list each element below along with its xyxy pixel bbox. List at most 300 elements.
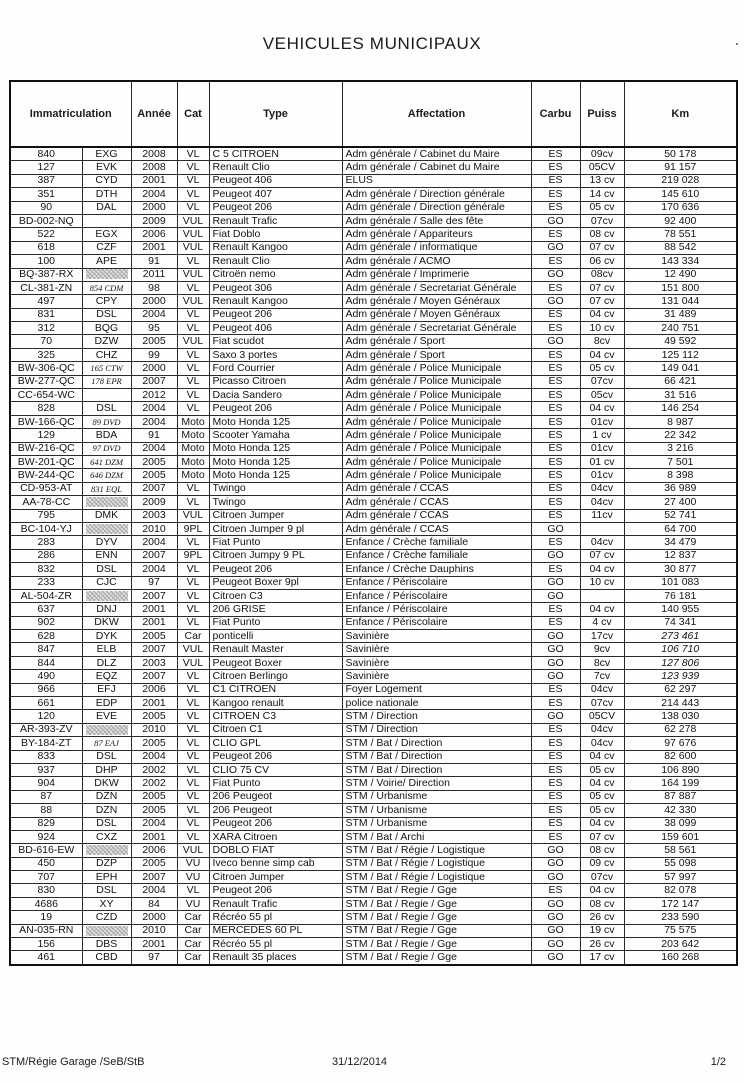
- cell-annee: 2004: [131, 442, 177, 455]
- cell-carbu: ES: [531, 509, 580, 522]
- cell-affectation: STM / Bat / Regie / Gge: [342, 911, 531, 924]
- cell-immat-number: 840: [10, 147, 82, 161]
- cell-affectation: STM / Bat / Direction: [342, 750, 531, 763]
- cell-type: Fiat Punto: [209, 616, 342, 629]
- cell-affectation: Adm générale / Police Municipale: [342, 415, 531, 428]
- cell-carbu: GO: [531, 670, 580, 683]
- cell-type: MERCEDES 60 PL: [209, 924, 342, 937]
- cell-annee: 2002: [131, 777, 177, 790]
- redacted-plate-block: [86, 926, 128, 936]
- cell-type: Renault Clio: [209, 255, 342, 268]
- cell-annee: 2009: [131, 214, 177, 227]
- cell-affectation: Savinière: [342, 670, 531, 683]
- cell-type: Citroen Jumpy 9 PL: [209, 549, 342, 562]
- cell-immat-code: DZP: [82, 857, 131, 870]
- cell-type: Peugeot 206: [209, 563, 342, 576]
- cell-km: 233 590: [624, 911, 737, 924]
- table-row: [10, 228, 737, 241]
- cell-affectation: Adm générale / Moyen Généraux: [342, 295, 531, 308]
- cell-cat: VL: [177, 147, 209, 161]
- cell-km: 7 501: [624, 455, 737, 468]
- cell-carbu: GO: [531, 522, 580, 535]
- cell-cat: Moto: [177, 442, 209, 455]
- table-row: [10, 509, 737, 522]
- cell-cat: VL: [177, 616, 209, 629]
- cell-immat-number: 833: [10, 750, 82, 763]
- cell-cat: VL: [177, 710, 209, 723]
- cell-puiss: 08 cv: [580, 897, 624, 910]
- cell-immat-number: 87: [10, 790, 82, 803]
- cell-immat-code: [82, 589, 131, 602]
- cell-affectation: police nationale: [342, 697, 531, 710]
- cell-immat-number: BD-002-NQ: [10, 214, 82, 227]
- table-row: [10, 589, 737, 602]
- cell-type: Moto Honda 125: [209, 442, 342, 455]
- cell-type: Citroen Jumper: [209, 871, 342, 884]
- cell-cat: VL: [177, 375, 209, 388]
- cell-immat-number: 129: [10, 429, 82, 442]
- cell-type: C1 CITROEN: [209, 683, 342, 696]
- table-row: [10, 402, 737, 415]
- cell-cat: VL: [177, 790, 209, 803]
- table-row: [10, 322, 737, 335]
- cell-annee: 2007: [131, 871, 177, 884]
- cell-immat-number: 283: [10, 536, 82, 549]
- cell-km: 159 601: [624, 830, 737, 843]
- cell-immat-number: BW-201-QC: [10, 455, 82, 468]
- cell-type: Peugeot 206: [209, 817, 342, 830]
- cell-annee: 2005: [131, 804, 177, 817]
- cell-immat-code: [82, 924, 131, 937]
- cell-immat-number: 830: [10, 884, 82, 897]
- cell-km: 38 099: [624, 817, 737, 830]
- cell-annee: 2001: [131, 616, 177, 629]
- cell-carbu: ES: [531, 790, 580, 803]
- table-header-row: [10, 81, 737, 147]
- cell-annee: 2001: [131, 174, 177, 187]
- cell-carbu: GO: [531, 295, 580, 308]
- redacted-plate-block: [86, 725, 128, 735]
- cell-type: Citroen Berlingo: [209, 670, 342, 683]
- cell-immat-code: CXZ: [82, 830, 131, 843]
- cell-type: Récréo 55 pl: [209, 911, 342, 924]
- cell-annee: 2002: [131, 763, 177, 776]
- cell-cat: VL: [177, 536, 209, 549]
- cell-annee: 2000: [131, 911, 177, 924]
- table-row: [10, 951, 737, 965]
- cell-immat-code: [82, 496, 131, 509]
- cell-immat-number: 461: [10, 951, 82, 965]
- cell-annee: 2004: [131, 402, 177, 415]
- cell-affectation: Adm générale / Moyen Généraux: [342, 308, 531, 321]
- cell-km: 34 479: [624, 536, 737, 549]
- cell-immat-number: 312: [10, 322, 82, 335]
- cell-type: Récréo 55 pl: [209, 938, 342, 951]
- cell-puiss: 05CV: [580, 710, 624, 723]
- table-row: [10, 455, 737, 468]
- cell-km: 101 083: [624, 576, 737, 589]
- cell-immat-code: [82, 268, 131, 281]
- cell-affectation: Enfance / Crèche familiale: [342, 549, 531, 562]
- table-row: [10, 496, 737, 509]
- cell-cat: VUL: [177, 656, 209, 669]
- cell-cat: VL: [177, 763, 209, 776]
- cell-annee: 2010: [131, 522, 177, 535]
- scan-speck: [428, 347, 430, 349]
- cell-immat-code: DYV: [82, 536, 131, 549]
- cell-annee: 95: [131, 322, 177, 335]
- cell-type: Renault Kangoo: [209, 295, 342, 308]
- cell-km: 22 342: [624, 429, 737, 442]
- cell-annee: 97: [131, 951, 177, 965]
- cell-immat-number: 831: [10, 308, 82, 321]
- cell-carbu: ES: [531, 697, 580, 710]
- cell-puiss: 04 cv: [580, 348, 624, 361]
- cell-carbu: ES: [531, 147, 580, 161]
- cell-puiss: [580, 589, 624, 602]
- cell-puiss: 04 cv: [580, 750, 624, 763]
- cell-cat: Moto: [177, 455, 209, 468]
- cell-cat: VL: [177, 589, 209, 602]
- cell-cat: VL: [177, 308, 209, 321]
- cell-immat-number: BD-616-EW: [10, 844, 82, 857]
- cell-affectation: STM / Urbanisme: [342, 790, 531, 803]
- cell-puiss: 04cv: [580, 723, 624, 736]
- cell-type: Renault Trafic: [209, 214, 342, 227]
- cell-cat: VL: [177, 496, 209, 509]
- table-row: [10, 295, 737, 308]
- cell-immat-code: EXG: [82, 147, 131, 161]
- cell-immat-code: [82, 844, 131, 857]
- cell-puiss: 07cv: [580, 871, 624, 884]
- cell-annee: 98: [131, 281, 177, 294]
- cell-puiss: 1 cv: [580, 429, 624, 442]
- table-row: [10, 804, 737, 817]
- cell-type: Twingo: [209, 496, 342, 509]
- cell-immat-number: CC-654-WC: [10, 389, 82, 402]
- cell-km: 49 592: [624, 335, 737, 348]
- cell-annee: 2007: [131, 670, 177, 683]
- cell-km: 273 461: [624, 630, 737, 643]
- cell-affectation: Adm générale / Direction générale: [342, 188, 531, 201]
- cell-carbu: ES: [531, 255, 580, 268]
- table-row: [10, 656, 737, 669]
- header-type: Type: [209, 81, 342, 147]
- cell-cat: Car: [177, 630, 209, 643]
- cell-cat: VL: [177, 804, 209, 817]
- cell-carbu: GO: [531, 897, 580, 910]
- cell-immat-code: 641 DZM: [82, 455, 131, 468]
- cell-immat-code: [82, 723, 131, 736]
- cell-affectation: Adm générale / Secretariat Générale: [342, 281, 531, 294]
- cell-puiss: 04 cv: [580, 817, 624, 830]
- cell-carbu: ES: [531, 308, 580, 321]
- cell-km: 82 600: [624, 750, 737, 763]
- cell-annee: 2005: [131, 737, 177, 750]
- redacted-plate-block: [86, 845, 128, 855]
- cell-cat: VUL: [177, 241, 209, 254]
- cell-type: Fiat scudot: [209, 335, 342, 348]
- cell-annee: 2000: [131, 362, 177, 375]
- cell-puiss: 05cv: [580, 389, 624, 402]
- footer-date: 31/12/2014: [332, 1056, 388, 1068]
- cell-puiss: 17cv: [580, 630, 624, 643]
- cell-affectation: Adm générale / Police Municipale: [342, 389, 531, 402]
- cell-immat-number: 661: [10, 697, 82, 710]
- cell-immat-code: DKW: [82, 616, 131, 629]
- table-row: [10, 469, 737, 482]
- cell-immat-number: 4686: [10, 897, 82, 910]
- cell-km: 12 490: [624, 268, 737, 281]
- cell-immat-code: DSL: [82, 750, 131, 763]
- cell-carbu: ES: [531, 442, 580, 455]
- cell-type: Ford Courrier: [209, 362, 342, 375]
- cell-immat-code: BQG: [82, 322, 131, 335]
- cell-affectation: Adm générale / Cabinet du Maire: [342, 161, 531, 174]
- cell-km: 172 147: [624, 897, 737, 910]
- cell-cat: VL: [177, 603, 209, 616]
- cell-cat: VL: [177, 255, 209, 268]
- cell-immat-code: DMK: [82, 509, 131, 522]
- table-row: [10, 255, 737, 268]
- cell-cat: VUL: [177, 295, 209, 308]
- cell-affectation: Foyer Logement: [342, 683, 531, 696]
- cell-immat-number: 828: [10, 402, 82, 415]
- cell-affectation: Adm générale / Direction générale: [342, 201, 531, 214]
- cell-type: Peugeot 306: [209, 281, 342, 294]
- cell-carbu: ES: [531, 683, 580, 696]
- cell-immat-code: ENN: [82, 549, 131, 562]
- cell-carbu: ES: [531, 348, 580, 361]
- table-row: [10, 188, 737, 201]
- cell-immat-code: DSL: [82, 884, 131, 897]
- cell-cat: Car: [177, 951, 209, 965]
- cell-annee: 2005: [131, 710, 177, 723]
- cell-puiss: 07 cv: [580, 281, 624, 294]
- cell-annee: 2001: [131, 697, 177, 710]
- table-row: [10, 723, 737, 736]
- cell-affectation: STM / Bat / Direction: [342, 763, 531, 776]
- cell-type: Peugeot 206: [209, 402, 342, 415]
- cell-km: 64 700: [624, 522, 737, 535]
- cell-km: 146 254: [624, 402, 737, 415]
- table-row: [10, 871, 737, 884]
- cell-affectation: Enfance / Périscolaire: [342, 603, 531, 616]
- cell-type: Citroen Jumper: [209, 509, 342, 522]
- cell-km: 87 887: [624, 790, 737, 803]
- cell-cat: Car: [177, 924, 209, 937]
- cell-puiss: 08 cv: [580, 228, 624, 241]
- cell-carbu: ES: [531, 362, 580, 375]
- cell-type: Peugeot 206: [209, 750, 342, 763]
- cell-affectation: Savinière: [342, 643, 531, 656]
- cell-cat: VL: [177, 201, 209, 214]
- cell-carbu: ES: [531, 402, 580, 415]
- cell-immat-code: DSL: [82, 308, 131, 321]
- cell-annee: 2001: [131, 241, 177, 254]
- cell-immat-number: 497: [10, 295, 82, 308]
- cell-km: 106 890: [624, 763, 737, 776]
- cell-puiss: 14 cv: [580, 188, 624, 201]
- cell-carbu: ES: [531, 737, 580, 750]
- cell-immat-code: APE: [82, 255, 131, 268]
- cell-immat-number: BW-244-QC: [10, 469, 82, 482]
- cell-affectation: Adm générale / Salle des fête: [342, 214, 531, 227]
- cell-affectation: STM / Bat / Regie / Gge: [342, 938, 531, 951]
- cell-immat-code: DZW: [82, 335, 131, 348]
- cell-affectation: Enfance / Crèche Dauphins: [342, 563, 531, 576]
- cell-puiss: 11cv: [580, 509, 624, 522]
- cell-annee: 2004: [131, 536, 177, 549]
- cell-puiss: 10 cv: [580, 322, 624, 335]
- cell-puiss: 19 cv: [580, 924, 624, 937]
- cell-km: 151 800: [624, 281, 737, 294]
- cell-affectation: Adm générale / Cabinet du Maire: [342, 147, 531, 161]
- cell-immat-number: BW-277-QC: [10, 375, 82, 388]
- cell-immat-code: EVE: [82, 710, 131, 723]
- cell-immat-code: CHZ: [82, 348, 131, 361]
- cell-carbu: ES: [531, 161, 580, 174]
- cell-annee: 2005: [131, 857, 177, 870]
- cell-annee: 2004: [131, 415, 177, 428]
- cell-type: Moto Honda 125: [209, 455, 342, 468]
- cell-km: 55 098: [624, 857, 737, 870]
- cell-carbu: GO: [531, 214, 580, 227]
- cell-km: 131 044: [624, 295, 737, 308]
- cell-type: Fiat Doblo: [209, 228, 342, 241]
- cell-km: 74 341: [624, 616, 737, 629]
- cell-puiss: 07cv: [580, 697, 624, 710]
- table-row: [10, 897, 737, 910]
- cell-km: 82 078: [624, 884, 737, 897]
- cell-annee: 2006: [131, 683, 177, 696]
- cell-cat: VL: [177, 750, 209, 763]
- cell-annee: 2001: [131, 830, 177, 843]
- cell-cat: VL: [177, 389, 209, 402]
- cell-immat-number: AL-504-ZR: [10, 589, 82, 602]
- cell-puiss: 01cv: [580, 442, 624, 455]
- table-row: [10, 576, 737, 589]
- cell-affectation: Adm générale / CCAS: [342, 482, 531, 495]
- table-row: [10, 697, 737, 710]
- cell-type: DOBLO FIAT: [209, 844, 342, 857]
- cell-carbu: ES: [531, 429, 580, 442]
- cell-immat-code: DHP: [82, 763, 131, 776]
- cell-carbu: GO: [531, 871, 580, 884]
- cell-immat-number: CD-953-AT: [10, 482, 82, 495]
- cell-puiss: 26 cv: [580, 911, 624, 924]
- cell-cat: VUL: [177, 643, 209, 656]
- cell-carbu: GO: [531, 844, 580, 857]
- cell-cat: Car: [177, 911, 209, 924]
- cell-puiss: 06 cv: [580, 255, 624, 268]
- cell-puiss: 08cv: [580, 268, 624, 281]
- cell-annee: 2012: [131, 389, 177, 402]
- cell-type: Saxo 3 portes: [209, 348, 342, 361]
- cell-cat: Moto: [177, 415, 209, 428]
- cell-km: 30 877: [624, 563, 737, 576]
- cell-km: 57 997: [624, 871, 737, 884]
- table-row: [10, 710, 737, 723]
- cell-affectation: Adm générale / Police Municipale: [342, 429, 531, 442]
- page-title: VEHICULES MUNICIPAUX: [262, 34, 482, 53]
- cell-type: Moto Honda 125: [209, 415, 342, 428]
- cell-km: 31 516: [624, 389, 737, 402]
- cell-affectation: STM / Voirie/ Direction: [342, 777, 531, 790]
- redacted-plate-block: [86, 591, 128, 601]
- cell-immat-code: [82, 522, 131, 535]
- cell-immat-number: 902: [10, 616, 82, 629]
- cell-annee: 2007: [131, 549, 177, 562]
- cell-type: Fiat Punto: [209, 777, 342, 790]
- cell-immat-code: DSL: [82, 563, 131, 576]
- cell-puiss: [580, 522, 624, 535]
- cell-km: 106 710: [624, 643, 737, 656]
- cell-type: Fiat Punto: [209, 536, 342, 549]
- footer-page-number: 1/2: [710, 1056, 726, 1068]
- cell-km: 127 806: [624, 656, 737, 669]
- cell-carbu: ES: [531, 616, 580, 629]
- header-carbu: Carbu: [531, 81, 580, 147]
- table-row: [10, 482, 737, 495]
- cell-immat-number: 88: [10, 804, 82, 817]
- cell-carbu: GO: [531, 268, 580, 281]
- cell-km: 62 297: [624, 683, 737, 696]
- cell-immat-number: 286: [10, 549, 82, 562]
- cell-type: Citroen C1: [209, 723, 342, 736]
- cell-carbu: ES: [531, 389, 580, 402]
- cell-cat: VL: [177, 402, 209, 415]
- table-row: [10, 335, 737, 348]
- cell-cat: VL: [177, 482, 209, 495]
- cell-cat: VL: [177, 563, 209, 576]
- cell-puiss: 04 cv: [580, 402, 624, 415]
- cell-carbu: GO: [531, 951, 580, 965]
- cell-km: 3 216: [624, 442, 737, 455]
- cell-carbu: ES: [531, 281, 580, 294]
- cell-annee: 2000: [131, 295, 177, 308]
- cell-puiss: 4 cv: [580, 616, 624, 629]
- cell-puiss: 09 cv: [580, 857, 624, 870]
- table-row: [10, 308, 737, 321]
- cell-annee: 2008: [131, 147, 177, 161]
- table-row: [10, 429, 737, 442]
- cell-type: Kangoo renault: [209, 697, 342, 710]
- cell-immat-code: 87 EAJ: [82, 737, 131, 750]
- cell-carbu: ES: [531, 804, 580, 817]
- cell-type: Peugeot 406: [209, 322, 342, 335]
- cell-puiss: 17 cv: [580, 951, 624, 965]
- cell-immat-number: 156: [10, 938, 82, 951]
- cell-km: 12 837: [624, 549, 737, 562]
- cell-cat: 9PL: [177, 522, 209, 535]
- cell-carbu: ES: [531, 563, 580, 576]
- cell-cat: VL: [177, 174, 209, 187]
- redacted-plate-block: [86, 524, 128, 534]
- cell-affectation: STM / Bat / Regie / Gge: [342, 924, 531, 937]
- cell-immat-number: BW-166-QC: [10, 415, 82, 428]
- cell-km: 91 157: [624, 161, 737, 174]
- table-row: [10, 549, 737, 562]
- table-row: [10, 563, 737, 576]
- table-row: [10, 174, 737, 187]
- table-row: [10, 750, 737, 763]
- cell-puiss: 07 cv: [580, 830, 624, 843]
- cell-cat: VL: [177, 161, 209, 174]
- redacted-plate-block: [86, 269, 128, 279]
- table-row: [10, 777, 737, 790]
- cell-puiss: 04cv: [580, 536, 624, 549]
